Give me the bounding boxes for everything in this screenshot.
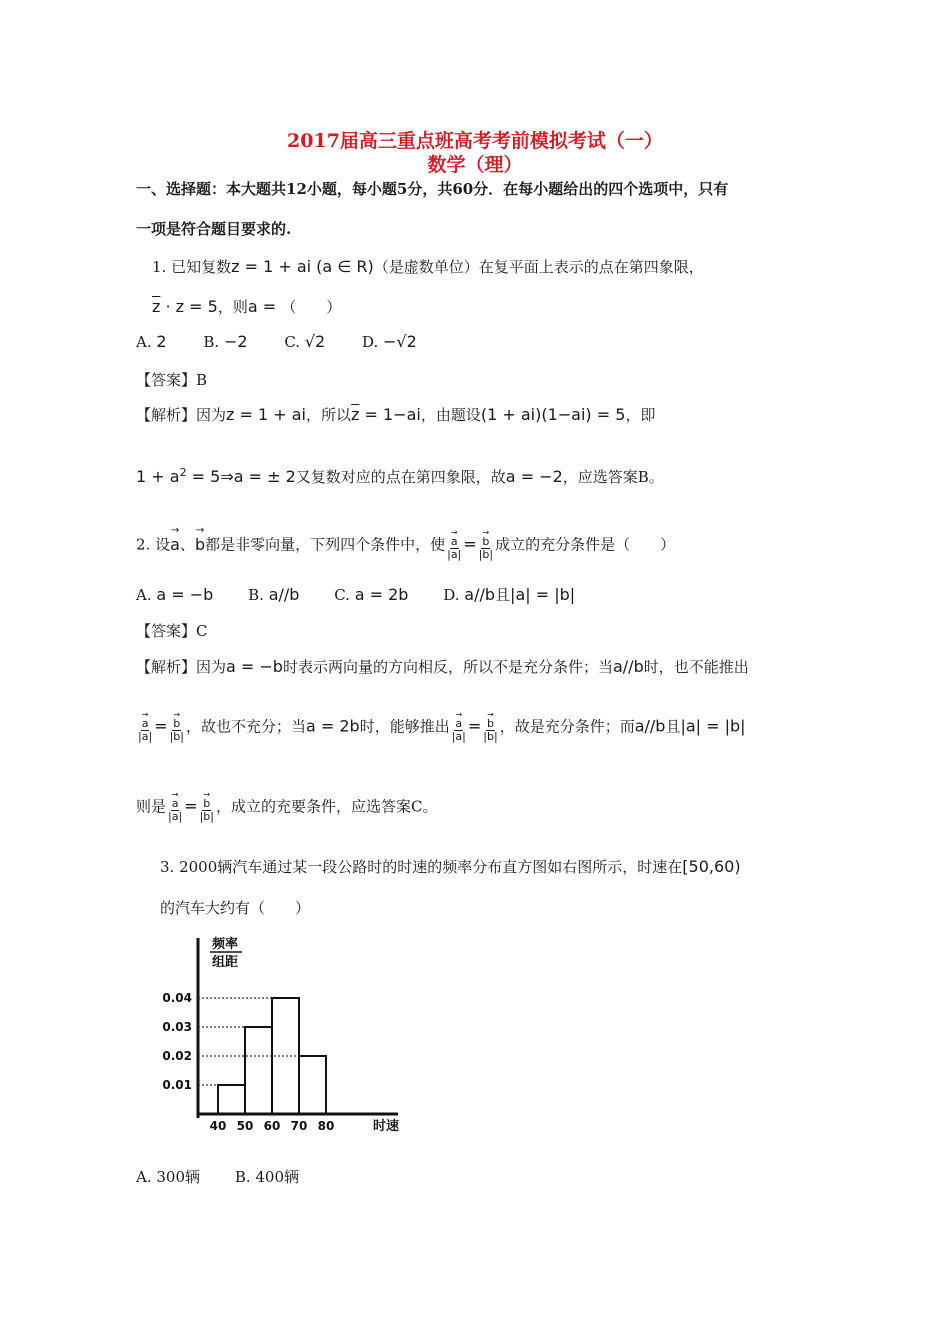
explanation-text: ，成立的充要条件，应选答案C。 bbox=[215, 797, 438, 816]
x-tick-label: 40 bbox=[209, 1119, 227, 1133]
question-text: 都是非零向量，下列四个条件中，使 bbox=[205, 535, 446, 554]
option-d-value: a//b bbox=[464, 585, 496, 604]
math-expr: a//b bbox=[634, 716, 666, 736]
answer-1: 【答案】B bbox=[136, 371, 208, 389]
fraction-denominator: |a| bbox=[138, 730, 153, 743]
math-expr: a = −2 bbox=[505, 467, 563, 486]
chart-layer bbox=[162, 936, 399, 1134]
math-conjugate: $\overline{z}$ bbox=[351, 405, 360, 424]
explanation-text: 时，也不能推出 bbox=[643, 658, 749, 676]
question-text: 成立的充分条件是（ ） bbox=[495, 535, 676, 554]
fraction-denominator: |b| bbox=[478, 548, 494, 561]
math-expr: [50,60) bbox=[682, 857, 741, 876]
explanation-text: 时，能够推出 bbox=[359, 717, 450, 736]
question-3-options bbox=[136, 1166, 299, 1187]
option-b-value: 400辆 bbox=[255, 1168, 300, 1186]
section-heading-line2: 一项是符合题目要求的. bbox=[136, 220, 292, 238]
fraction-denominator: |a| bbox=[451, 730, 466, 743]
fraction-a bbox=[168, 792, 182, 823]
equals-sign: = bbox=[184, 796, 198, 816]
question-text: 已知复数 bbox=[171, 258, 232, 276]
question-1-line1 bbox=[152, 256, 704, 277]
question-text: 2000辆汽车通过某一段公路时的时速的频率分布直方图如右图所示，时速在 bbox=[179, 858, 683, 876]
page-subtitle: 数学（理） bbox=[427, 154, 523, 176]
histogram-bar bbox=[218, 1085, 245, 1114]
math-expr: 1 + a bbox=[136, 467, 180, 486]
option-b-label: B. bbox=[203, 333, 220, 351]
option-c-value: √2 bbox=[304, 332, 326, 351]
math-expr: = 1−ai bbox=[359, 405, 421, 424]
fraction-numerator: → b bbox=[481, 530, 490, 549]
fraction-numerator: → b bbox=[486, 712, 495, 731]
fraction-a bbox=[138, 712, 152, 743]
question-text: （ ） bbox=[281, 298, 342, 316]
option-c-label: C. bbox=[334, 586, 350, 604]
fraction-a bbox=[447, 530, 461, 561]
question-2-line1 bbox=[136, 530, 675, 561]
math-expr: = 5⇒a = ± 2 bbox=[186, 467, 296, 486]
fraction-numerator: → b bbox=[172, 712, 181, 731]
answer-2: 【答案】C bbox=[136, 622, 208, 640]
fraction-numerator: → a bbox=[454, 712, 463, 731]
explanation-text: 又复数对应的点在第四象限，故 bbox=[295, 468, 506, 486]
question-text: 、 bbox=[179, 535, 195, 554]
explanation-text: 且 bbox=[665, 717, 681, 736]
math-superscript: 2 bbox=[179, 466, 187, 479]
explanation-1-line2 bbox=[136, 466, 664, 487]
explanation-text: ，所以 bbox=[306, 406, 352, 424]
question-text: （是虚数单位）在复平面上表示的点在第四象限， bbox=[373, 258, 704, 276]
explanation-text: 【解析】因为 bbox=[136, 406, 227, 424]
x-axis-label: 时速 bbox=[372, 1119, 400, 1134]
fraction-denominator: |a| bbox=[447, 548, 462, 561]
y-tick-label: 0.04 bbox=[162, 991, 192, 1005]
question-3-line2: 的汽车大约有（ ） bbox=[160, 899, 311, 917]
option-d-text: 且 bbox=[495, 586, 511, 604]
fraction-a bbox=[452, 712, 466, 743]
explanation-text: 【解析】因为 bbox=[136, 658, 227, 676]
x-tick-label: 80 bbox=[317, 1119, 335, 1133]
y-axis-label-bottom: 组距 bbox=[212, 955, 239, 970]
math-expr: a = −b bbox=[226, 657, 283, 676]
math-expr: a//b bbox=[612, 657, 644, 676]
explanation-2-line1 bbox=[136, 656, 749, 677]
fraction-b bbox=[200, 792, 214, 823]
y-axis-label-top: 频率 bbox=[212, 937, 239, 952]
explanation-2-line3 bbox=[136, 792, 437, 823]
fraction-denominator: |a| bbox=[168, 810, 183, 823]
explanation-text: ，故也不充分；当 bbox=[185, 717, 306, 736]
explanation-text: ，故是充分条件；而 bbox=[499, 717, 635, 736]
fraction-b bbox=[483, 712, 497, 743]
x-tick-label: 60 bbox=[263, 1119, 281, 1133]
histogram-chart bbox=[160, 928, 410, 1150]
option-a-label: A. bbox=[136, 1168, 152, 1186]
histogram-bar bbox=[245, 1027, 272, 1114]
fraction-b bbox=[170, 712, 184, 743]
fraction-numerator: → b bbox=[202, 792, 211, 811]
explanation-1-line1 bbox=[136, 404, 655, 425]
explanation-2-line2 bbox=[136, 712, 746, 743]
explanation-text: 则是 bbox=[136, 797, 167, 816]
option-d-label: D. bbox=[443, 586, 460, 604]
math-expr: z = 1 + ai (a ∈ R) bbox=[231, 257, 374, 276]
option-a-value: a = −b bbox=[156, 585, 214, 604]
option-b-value: a//b bbox=[268, 585, 300, 604]
math-expr: |a| = |b| bbox=[680, 716, 746, 736]
equals-sign: = bbox=[154, 716, 168, 736]
section-heading-line1: 一、选择题：本大题共12小题，每小题5分，共60分．在每小题给出的四个选项中，只有 bbox=[136, 180, 729, 198]
option-a-value: 300辆 bbox=[156, 1168, 201, 1186]
question-1-options bbox=[136, 332, 417, 351]
option-b-label: B. bbox=[234, 1168, 251, 1186]
fraction-numerator: → a bbox=[141, 712, 150, 731]
vector-b: → b bbox=[195, 535, 205, 554]
explanation-text: 时表示两向量的方向相反，所以不是充分条件；当 bbox=[282, 658, 613, 676]
question-1-line2 bbox=[152, 296, 341, 317]
question-number: 2. bbox=[136, 535, 151, 554]
x-tick-label: 70 bbox=[290, 1119, 308, 1133]
fraction-denominator: |b| bbox=[199, 810, 214, 823]
y-tick-label: 0.02 bbox=[162, 1049, 192, 1063]
question-text: 设 bbox=[155, 535, 171, 554]
option-d-label: D. bbox=[361, 333, 379, 351]
fraction-numerator: → a bbox=[171, 792, 180, 811]
math-expr: (1 + ai)(1−ai) = 5 bbox=[480, 405, 626, 424]
fraction-numerator: → a bbox=[450, 530, 459, 549]
question-number: 3. bbox=[160, 858, 175, 876]
option-c-value: a = 2b bbox=[354, 585, 409, 604]
math-conjugate: $\overline{z}$ bbox=[152, 297, 161, 316]
math-expr: a = 2b bbox=[305, 716, 360, 736]
option-a-label: A. bbox=[136, 586, 152, 604]
explanation-text: ，应选答案B。 bbox=[562, 468, 664, 486]
equals-sign: = bbox=[463, 534, 477, 554]
math-expr: · z = 5 bbox=[160, 297, 218, 316]
option-c-label: C. bbox=[284, 333, 301, 351]
fraction-b bbox=[479, 530, 493, 561]
histogram-bar bbox=[299, 1056, 326, 1114]
fraction-denominator: |b| bbox=[483, 730, 498, 743]
option-d-value: −√2 bbox=[383, 332, 417, 351]
option-a-label: A. bbox=[136, 333, 152, 351]
math-expr: a = bbox=[247, 297, 282, 316]
explanation-text: ，由题设 bbox=[420, 406, 481, 424]
option-a-value: 2 bbox=[156, 332, 167, 351]
vector-a: → a bbox=[170, 535, 180, 554]
question-number: 1. bbox=[152, 258, 167, 276]
option-b-label: B. bbox=[248, 586, 264, 604]
y-tick-label: 0.01 bbox=[162, 1078, 192, 1092]
option-b-value: −2 bbox=[223, 332, 248, 351]
question-3-line1 bbox=[160, 856, 741, 877]
page-title: 2017届高三重点班高考考前模拟考试（一） bbox=[287, 130, 663, 152]
question-2-options bbox=[136, 584, 575, 605]
fraction-denominator: |b| bbox=[169, 730, 184, 743]
question-text: ，则 bbox=[217, 298, 248, 316]
math-expr: z = 1 + ai bbox=[226, 405, 306, 424]
option-d-value: |a| = |b| bbox=[510, 585, 576, 604]
equals-sign: = bbox=[467, 716, 482, 736]
x-tick-label: 50 bbox=[236, 1119, 254, 1133]
explanation-text: ，即 bbox=[625, 406, 656, 424]
y-tick-label: 0.03 bbox=[162, 1020, 192, 1034]
